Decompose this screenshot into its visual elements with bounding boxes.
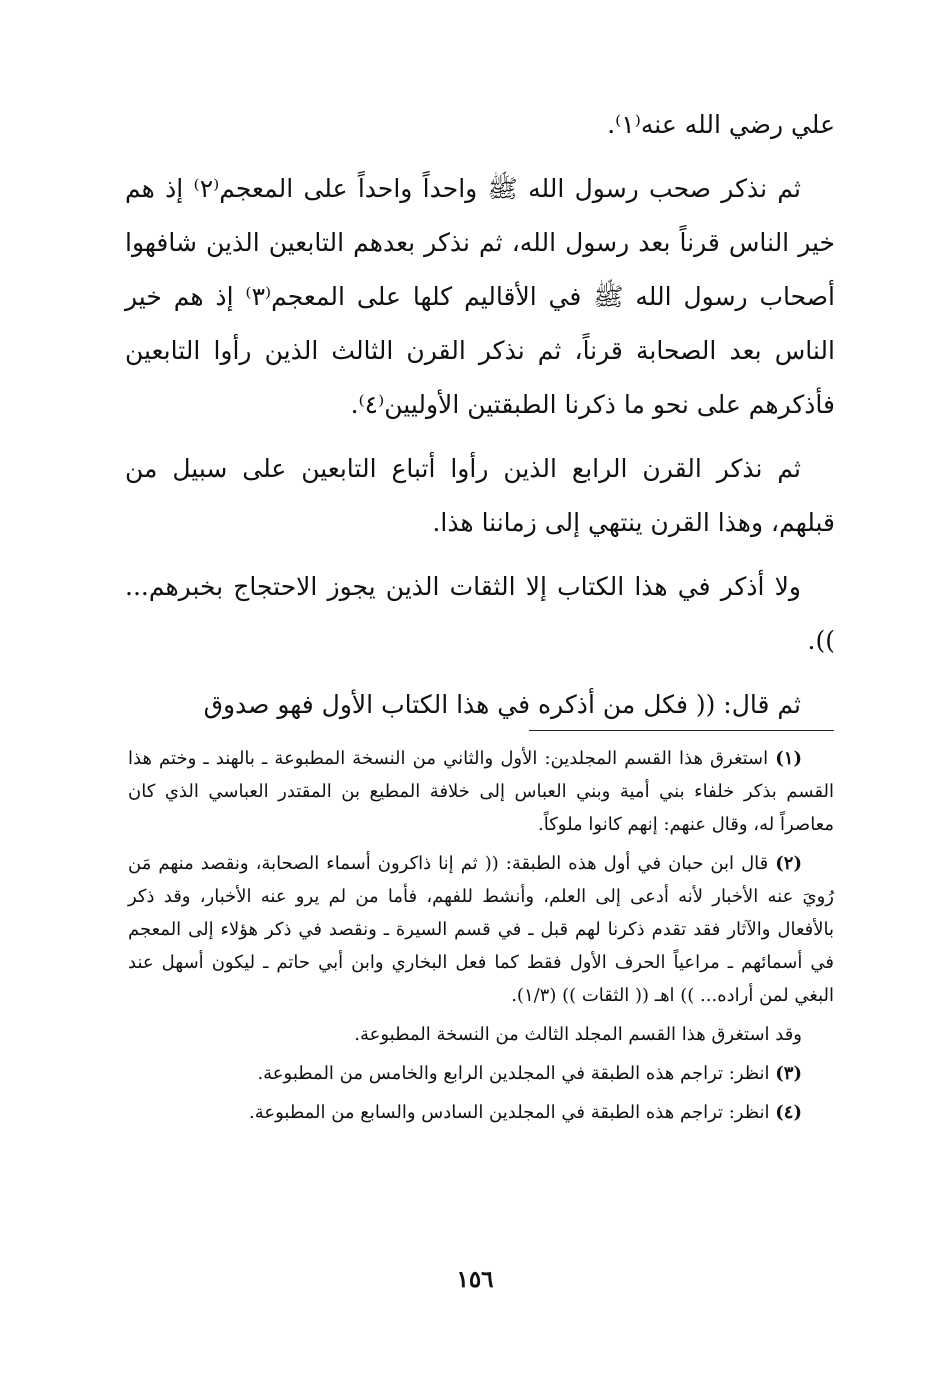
footnote-2-continuation — [128, 1018, 834, 1051]
footnote-number: (٤) — [775, 1102, 802, 1123]
footnote-text: استغرق هذا القسم المجلدين: الأول والثاني من النسخة المطبوعة ـ بالهند ـ وختم هذا القسم بذكر خلفاء بني أمية وبني العباس إلى خلافة المطيع بن المقتدر العباسي الذي كان معاصراً له، وقال عنهم: إنهم كانوا ملوكاً. — [128, 748, 834, 835]
footnote-1 — [128, 742, 834, 841]
footnote-text: قال ابن حبان في أول هذه الطبقة: (( ثم إنا ذاكرون أسماء الصحابة، ونقصد منهم مَن رُويَ عنه الأخبار لأنه أدعى إلى العلم، وأنشط للفهم، فأما من لم يرو عنه الأخبار، وقد ذكر بالأفعال والآثار فقد تقدم ذكرنا لهم قبل ـ في قسم السيرة ـ ونقصد في ذكر هؤلاء إلى المعجم في أسمائهم ـ مراعياً الحرف الأول فقط كما فعل البخاري وابن أبي حاتم ـ ليكون أسهل عند البغي لمن أراده... )) اهـ (( الثقات )) (١/٣). — [128, 853, 834, 1006]
footnote-3 — [128, 1057, 834, 1090]
paragraph-5: ثم قال: (( فكل من أذكره في هذا الكتاب الأول فهو صدوق — [203, 690, 801, 719]
footnote-number: (٢) — [775, 853, 802, 874]
paragraph-2: ثم نذكر صحب رسول الله ﷺ واحداً واحداً على المعجم⁽٢⁾ إذ هم خير الناس قرناً بعد رسول الله، ثم نذكر بعدهم التابعين الذين شافهوا أصحاب رسول الله ﷺ في الأقاليم كلها على المعجم⁽٣⁾ إذ هم خير الناس بعد الصحابة قرناً، ثم نذكر القرن الثالث الذين رأوا التابعين فأذكرهم على نحو ما ذكرنا الطبقتين الأوليين⁽٤⁾. — [125, 174, 835, 419]
paragraph-4: ولا أذكر في هذا الكتاب إلا الثقات الذين يجوز الاحتجاج بخبرهم... )). — [125, 572, 835, 655]
paragraph-1: علي رضي الله عنه⁽١⁾. — [607, 110, 835, 139]
footnote-number: (١) — [775, 748, 802, 769]
footnote-text: انظر: تراجم هذه الطبقة في المجلدين السادس والسابع من المطبوعة. — [248, 1102, 770, 1123]
footnote-4 — [128, 1096, 834, 1129]
main-text — [125, 98, 835, 742]
footnote-text: وقد استغرق هذا القسم المجلد الثالث من النسخة المطبوعة. — [354, 1024, 802, 1045]
paragraph-3: ثم نذكر القرن الرابع الذين رأوا أتباع التابعين على سبيل من قبلهم، وهذا القرن ينتهي إلى زماننا هذا. — [125, 454, 835, 537]
footnotes — [128, 742, 834, 1135]
page-number: ١٥٦ — [456, 1266, 494, 1293]
footnote-number: (٣) — [775, 1063, 802, 1084]
footnote-text: انظر: تراجم هذه الطبقة في المجلدين الرابع والخامس من المطبوعة. — [257, 1063, 770, 1084]
footnote-2 — [128, 847, 834, 1012]
